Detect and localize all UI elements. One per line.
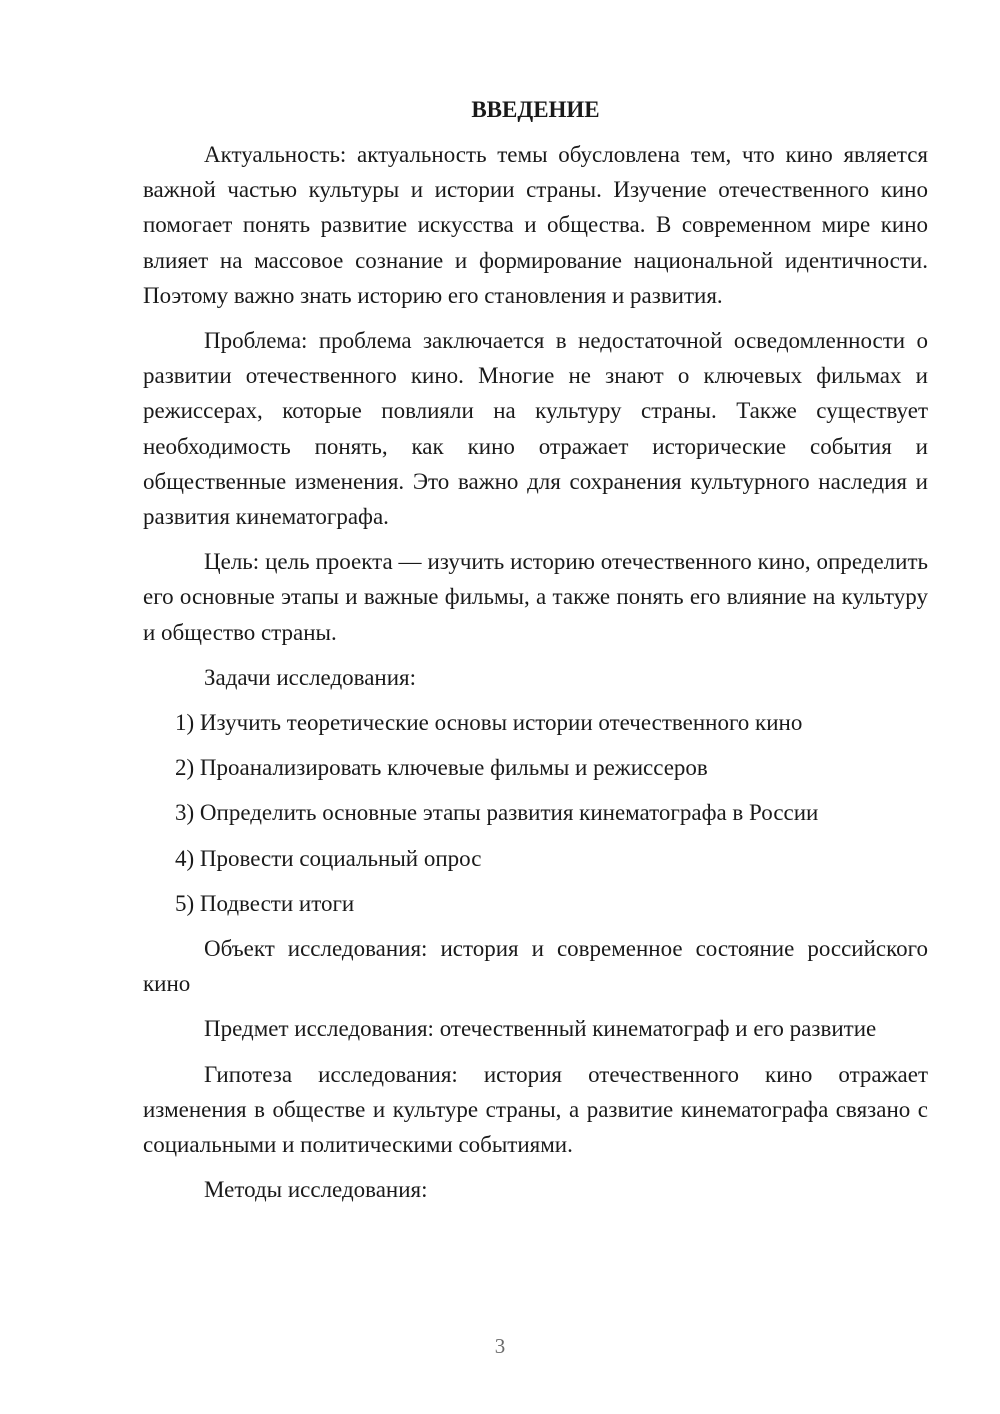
relevance-paragraph: Актуальность: актуальность темы обусловлена тем, что кино является важной частью культуры и истории страны. Изучение отечественного кино помогает понять развитие искусства и общества. В современном мире кино влияет на массовое сознание и формирование национальной идентичности. Поэтому важно знать историю его становления и развития. <box>143 142 928 308</box>
tasks-heading: Задачи исследования: <box>204 664 417 690</box>
list-item: 5) Подвести итоги <box>175 890 355 916</box>
document-page <box>143 95 928 1217</box>
list-item: 3) Определить основные этапы развития кинематографа в России <box>175 800 819 826</box>
list-item: 4) Провести социальный опрос <box>175 845 482 871</box>
subject-paragraph: Предмет исследования: отечественный кинематограф и его развитие <box>204 1016 877 1042</box>
methods-heading: Методы исследования: <box>204 1177 428 1203</box>
list-item: 1) Изучить теоретические основы истории отечественного кино <box>175 710 803 736</box>
list-item: 2) Проанализировать ключевые фильмы и режиссеров <box>175 755 708 781</box>
page-number: 3 <box>494 1334 506 1358</box>
section-title: ВВЕДЕНИЕ <box>471 97 600 122</box>
object-paragraph: Объект исследования: история и современное состояние российского кино <box>143 936 928 997</box>
problem-paragraph: Проблема: проблема заключается в недостаточной осведомленности о развитии отечественного кино. Многие не знают о ключевых фильмах и режиссерах, которые повлияли на культуру страны. Также существует необходимость понять, как кино отражает исторические события и общественные изменения. Это важно для сохранения культурного наследия и развития кинематографа. <box>143 328 928 530</box>
tasks-list <box>143 705 928 921</box>
goal-paragraph: Цель: цель проекта — изучить историю отечественного кино, определить его основные этапы и важные фильмы, а также понять его влияние на культуру и общество страны. <box>143 549 928 645</box>
hypothesis-paragraph: Гипотеза исследования: история отечественного кино отражает изменения в обществе и культуре страны, а развитие кинематографа связано с социальными и политическими событиями. <box>143 1061 928 1158</box>
